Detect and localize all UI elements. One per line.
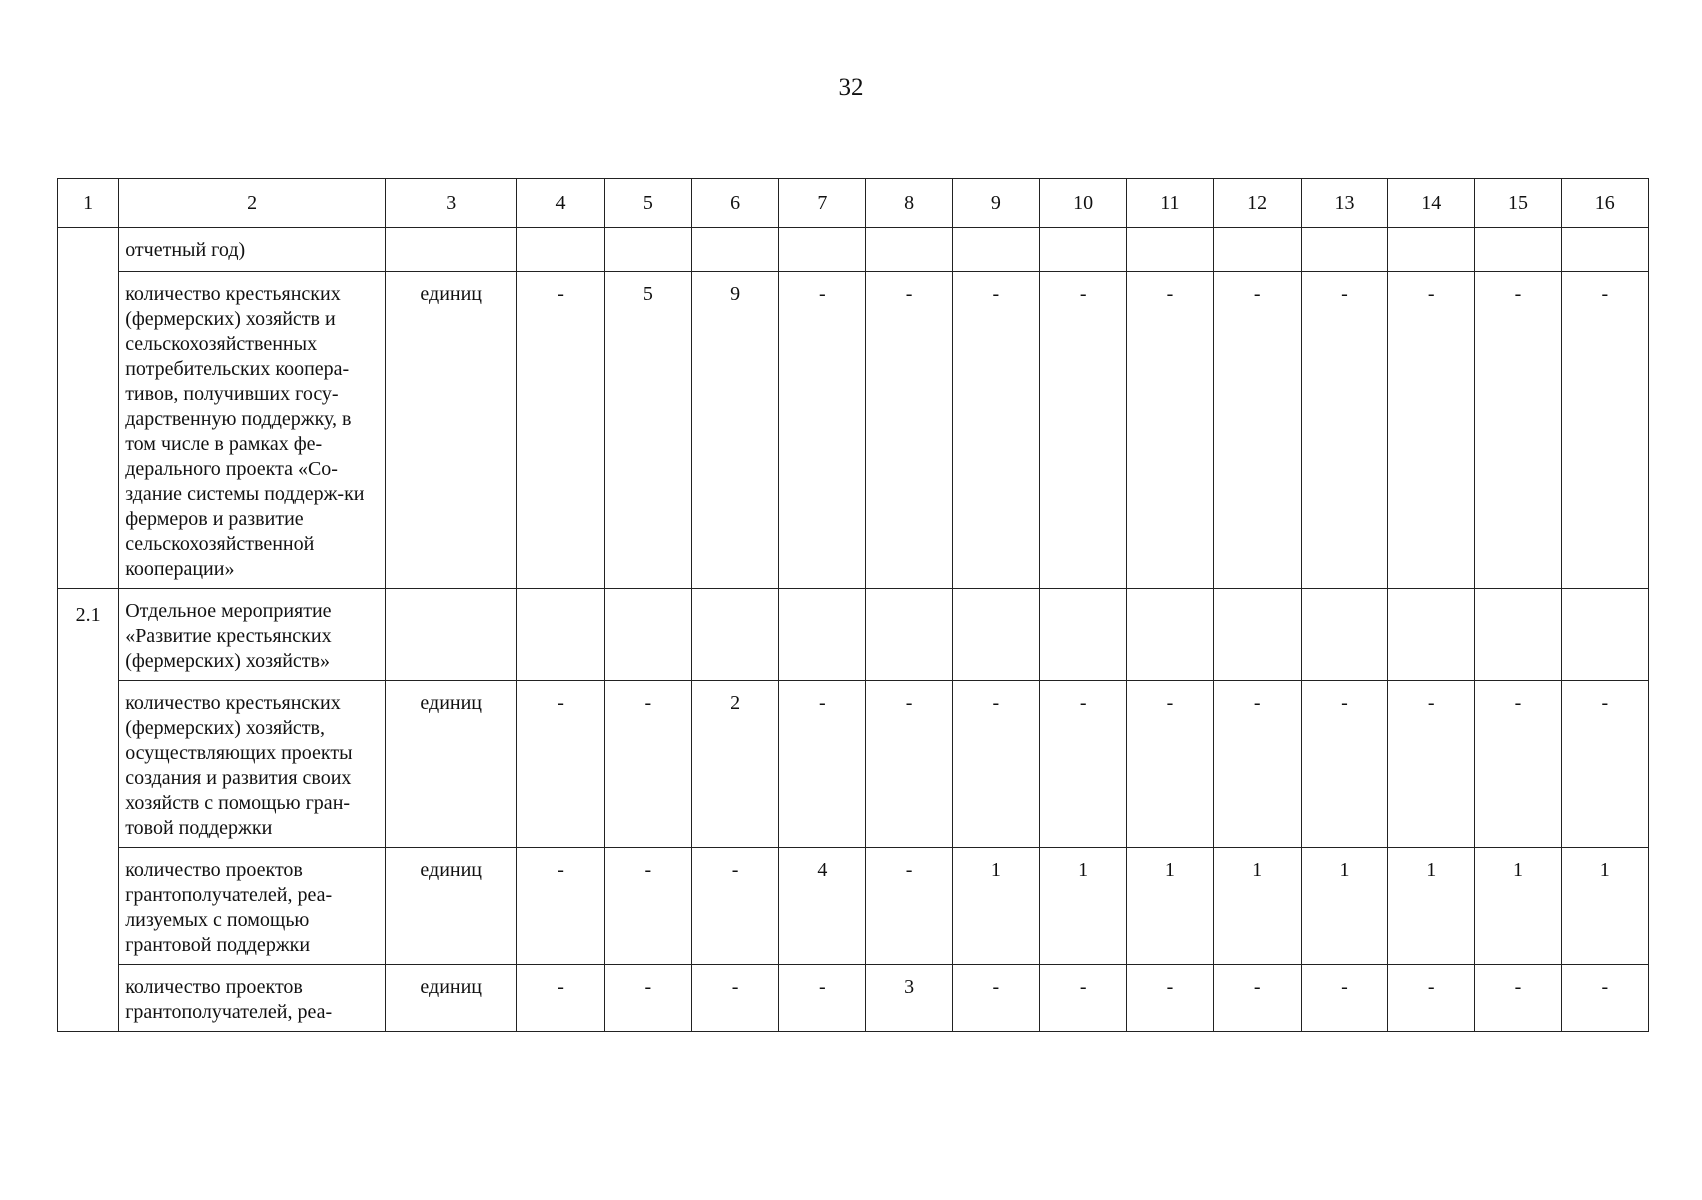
value-cell-col-10: - [1040, 965, 1127, 1032]
value-cell-col-6: - [691, 965, 778, 1032]
value-cell-col-11: - [1127, 965, 1213, 1032]
value-cell-col-8 [866, 228, 952, 272]
value-cell-col-5: 5 [604, 272, 691, 589]
value-cell-col-7: - [779, 681, 866, 848]
indicator-name-cell: количество крестьянских (фермерских) хозяйств и сельскохозяйственных потребительских коопера-тивов, получивших госу-дарственную поддержку, в том числе в рамках фе-дерального проекта «Со-здание системы поддерж-ки фермеров и развитие сельскохозяйственной кооперации» [119, 272, 386, 589]
value-cell-col-6: - [691, 848, 778, 965]
section-number-cell: 2.1 [58, 589, 119, 1032]
unit-cell: единиц [386, 681, 517, 848]
column-header-14: 14 [1388, 179, 1475, 228]
value-cell-col-15 [1475, 228, 1561, 272]
column-header-9: 9 [952, 179, 1039, 228]
value-cell-col-12: - [1213, 681, 1301, 848]
value-cell-col-15: 1 [1475, 848, 1561, 965]
indicators-table [57, 178, 1649, 1032]
value-cell-col-8: - [866, 848, 952, 965]
value-cell-col-11: 1 [1127, 848, 1213, 965]
unit-cell: единиц [386, 272, 517, 589]
value-cell-col-10 [1040, 589, 1127, 681]
value-cell-col-6: 9 [691, 272, 778, 589]
value-cell-col-12 [1213, 228, 1301, 272]
table-row [58, 589, 1649, 681]
unit-cell: единиц [386, 848, 517, 965]
column-header-7: 7 [779, 179, 866, 228]
column-header-1: 1 [58, 179, 119, 228]
value-cell-col-12: - [1213, 965, 1301, 1032]
table-row [58, 965, 1649, 1032]
value-cell-col-7: - [779, 965, 866, 1032]
indicator-name-cell: количество крестьянских (фермерских) хозяйств, осуществляющих проекты создания и развития своих хозяйств с помощью гран-товой поддержки [119, 681, 386, 848]
value-cell-col-9: - [952, 965, 1039, 1032]
column-header-11: 11 [1127, 179, 1213, 228]
unit-cell [386, 228, 517, 272]
value-cell-col-16: - [1561, 681, 1648, 848]
value-cell-col-5: - [604, 848, 691, 965]
value-cell-col-4: - [517, 848, 604, 965]
column-header-10: 10 [1040, 179, 1127, 228]
value-cell-col-5 [604, 589, 691, 681]
value-cell-col-10: - [1040, 272, 1127, 589]
table-row [58, 228, 1649, 272]
table-row [58, 848, 1649, 965]
value-cell-col-13: - [1301, 965, 1387, 1032]
value-cell-col-13: 1 [1301, 848, 1387, 965]
value-cell-col-14 [1388, 228, 1475, 272]
value-cell-col-13 [1301, 589, 1387, 681]
value-cell-col-9: 1 [952, 848, 1039, 965]
column-header-12: 12 [1213, 179, 1301, 228]
value-cell-col-9: - [952, 681, 1039, 848]
value-cell-col-16 [1561, 589, 1648, 681]
value-cell-col-15: - [1475, 272, 1561, 589]
value-cell-col-12 [1213, 589, 1301, 681]
table-header-row [58, 179, 1649, 228]
table-row [58, 272, 1649, 589]
value-cell-col-15: - [1475, 965, 1561, 1032]
value-cell-col-8: - [866, 272, 952, 589]
column-header-15: 15 [1475, 179, 1561, 228]
value-cell-col-6: 2 [691, 681, 778, 848]
value-cell-col-12: 1 [1213, 848, 1301, 965]
value-cell-col-10 [1040, 228, 1127, 272]
value-cell-col-5: - [604, 681, 691, 848]
column-header-8: 8 [866, 179, 952, 228]
table-row [58, 681, 1649, 848]
value-cell-col-13: - [1301, 681, 1387, 848]
column-header-5: 5 [604, 179, 691, 228]
value-cell-col-16: - [1561, 965, 1648, 1032]
value-cell-col-13 [1301, 228, 1387, 272]
indicator-name-cell: количество проектов грантополучателей, реа- [119, 965, 386, 1032]
unit-cell [386, 589, 517, 681]
value-cell-col-11 [1127, 589, 1213, 681]
value-cell-col-14: - [1388, 681, 1475, 848]
value-cell-col-11: - [1127, 681, 1213, 848]
indicator-name-cell: Отдельное мероприятие «Развитие крестьянских (фермерских) хозяйств» [119, 589, 386, 681]
indicator-name-cell: отчетный год) [119, 228, 386, 272]
indicator-name-cell: количество проектов грантополучателей, реа-лизуемых с помощью грантовой поддержки [119, 848, 386, 965]
value-cell-col-4 [517, 589, 604, 681]
value-cell-col-14: - [1388, 965, 1475, 1032]
value-cell-col-6 [691, 589, 778, 681]
column-header-4: 4 [517, 179, 604, 228]
page-number-text: 32 [838, 74, 864, 101]
value-cell-col-8: 3 [866, 965, 952, 1032]
column-header-13: 13 [1301, 179, 1387, 228]
value-cell-col-15: - [1475, 681, 1561, 848]
value-cell-col-14 [1388, 589, 1475, 681]
value-cell-col-5: - [604, 965, 691, 1032]
value-cell-col-4: - [517, 965, 604, 1032]
value-cell-col-7 [779, 589, 866, 681]
value-cell-col-16: - [1561, 272, 1648, 589]
value-cell-col-10: 1 [1040, 848, 1127, 965]
value-cell-col-12: - [1213, 272, 1301, 589]
value-cell-col-5 [604, 228, 691, 272]
value-cell-col-4: - [517, 272, 604, 589]
value-cell-col-14: - [1388, 272, 1475, 589]
column-header-16: 16 [1561, 179, 1648, 228]
column-header-3: 3 [386, 179, 517, 228]
value-cell-col-9: - [952, 272, 1039, 589]
unit-cell: единиц [386, 965, 517, 1032]
value-cell-col-7 [779, 228, 866, 272]
value-cell-col-4 [517, 228, 604, 272]
value-cell-col-16 [1561, 228, 1648, 272]
value-cell-col-10: - [1040, 681, 1127, 848]
value-cell-col-7: 4 [779, 848, 866, 965]
value-cell-col-13: - [1301, 272, 1387, 589]
value-cell-col-15 [1475, 589, 1561, 681]
value-cell-col-11 [1127, 228, 1213, 272]
column-header-6: 6 [691, 179, 778, 228]
page-number [0, 74, 1702, 102]
value-cell-col-16: 1 [1561, 848, 1648, 965]
value-cell-col-11: - [1127, 272, 1213, 589]
value-cell-col-9 [952, 589, 1039, 681]
section-number-cell [58, 228, 119, 589]
value-cell-col-6 [691, 228, 778, 272]
value-cell-col-14: 1 [1388, 848, 1475, 965]
column-header-2: 2 [119, 179, 386, 228]
value-cell-col-8 [866, 589, 952, 681]
value-cell-col-9 [952, 228, 1039, 272]
value-cell-col-7: - [779, 272, 866, 589]
value-cell-col-8: - [866, 681, 952, 848]
value-cell-col-4: - [517, 681, 604, 848]
